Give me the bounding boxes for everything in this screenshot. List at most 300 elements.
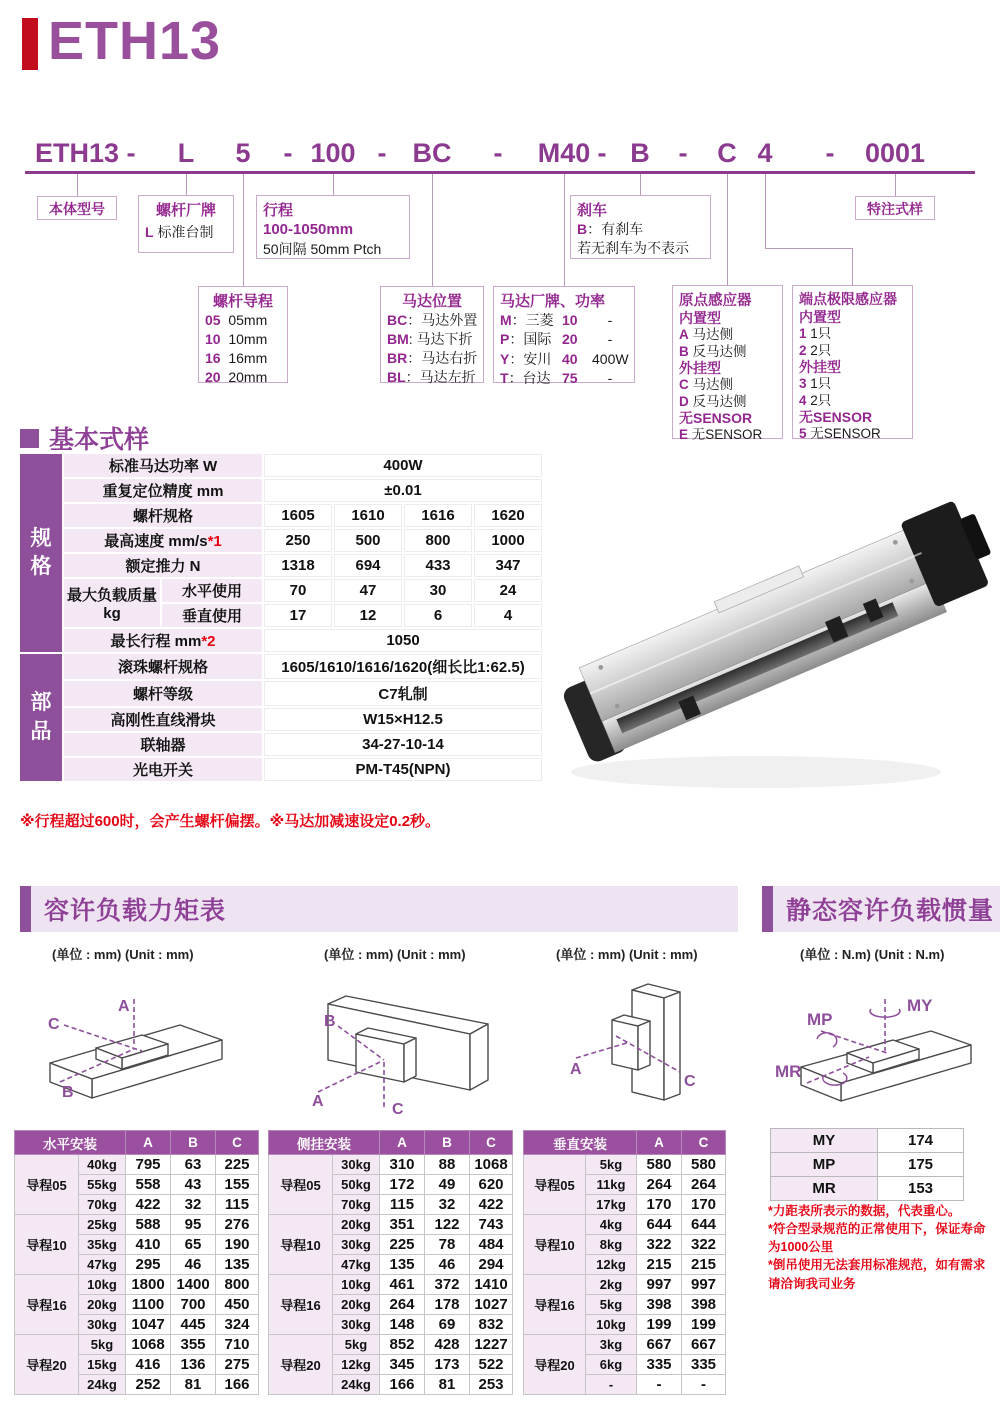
load-value: 1047	[126, 1315, 171, 1335]
spec-value: 4	[474, 604, 542, 627]
load-weight: 70kg	[79, 1195, 126, 1215]
load-value: 166	[380, 1375, 425, 1395]
load-weight: 12kg	[586, 1255, 637, 1275]
load-value: 264	[637, 1175, 682, 1195]
axis-a-line	[318, 1062, 380, 1092]
spec-value: PM-T45(NPN)	[264, 758, 542, 781]
load-value: 1400	[171, 1275, 216, 1295]
model-segment: -	[377, 138, 387, 168]
band-parts: 部品	[20, 654, 62, 781]
load-weight: 15kg	[79, 1355, 126, 1375]
load-weight: 5kg	[79, 1335, 126, 1355]
moment-name: MR	[771, 1177, 878, 1201]
moment-label-mp: MP	[807, 1010, 833, 1029]
load-value: 667	[637, 1335, 682, 1355]
lead-group-label: 导程05	[269, 1155, 333, 1215]
table-row	[524, 1155, 726, 1175]
callout-screw-lead	[198, 286, 288, 383]
table-row	[20, 733, 542, 756]
load-value: 1800	[126, 1275, 171, 1295]
model-segment: -	[678, 138, 688, 168]
load-value: -	[682, 1375, 726, 1395]
lead-row: 16 16mm	[205, 349, 268, 366]
load-weight: 11kg	[586, 1175, 637, 1195]
page-title: ETH13	[48, 11, 222, 71]
load-value: 170	[637, 1195, 682, 1215]
moment-name: MP	[771, 1153, 878, 1177]
spec-label: 高刚性直线滑块	[64, 708, 262, 731]
moment-value: 174	[878, 1129, 964, 1153]
callout-limit-sensor	[792, 285, 913, 442]
load-value: 46	[425, 1255, 470, 1275]
load-value: 252	[126, 1375, 171, 1395]
callout-row: L 标准台制	[145, 224, 214, 240]
load-value: 422	[470, 1195, 513, 1215]
spec-value: 1610	[334, 504, 402, 527]
load-value: 580	[682, 1155, 726, 1175]
table-row	[20, 758, 542, 781]
connector-line	[432, 174, 433, 286]
sensor-item: 4 2只	[799, 392, 832, 408]
lead-group-label: 导程10	[269, 1215, 333, 1275]
table-row	[15, 1275, 259, 1295]
lead-group-label: 导程20	[269, 1335, 333, 1395]
sensor-item: E 无SENSOR	[679, 427, 763, 443]
load-weight: 47kg	[79, 1255, 126, 1275]
load-weight: 2kg	[586, 1275, 637, 1295]
spec-value: 400W	[264, 454, 542, 477]
column-header: C	[470, 1131, 513, 1155]
load-value: 81	[171, 1375, 216, 1395]
spec-label: 螺杆等级	[64, 681, 262, 706]
load-weight: 5kg	[586, 1295, 637, 1315]
callout-motor-position	[380, 286, 484, 383]
axis-label-a: A	[570, 1061, 582, 1078]
spec-value: 433	[404, 554, 472, 577]
load-weight: 10kg	[333, 1275, 380, 1295]
model-segment: -	[493, 138, 503, 168]
spec-value: 24	[474, 579, 542, 602]
spec-value: 1000	[474, 529, 542, 552]
header-bullet	[20, 886, 31, 932]
lead-group-label: 导程20	[524, 1335, 586, 1395]
spec-value: 17	[264, 604, 332, 627]
table-row	[269, 1215, 513, 1235]
model-segment: B	[630, 138, 650, 168]
load-value: 1068	[126, 1335, 171, 1355]
load-weight: 24kg	[79, 1375, 126, 1395]
connector-line	[333, 174, 334, 195]
load-value: 997	[682, 1275, 726, 1295]
load-value: 69	[425, 1315, 470, 1335]
load-value: 322	[637, 1235, 682, 1255]
connector-line	[243, 174, 244, 286]
load-value: 264	[380, 1295, 425, 1315]
connector-line	[895, 174, 896, 196]
load-value: 136	[171, 1355, 216, 1375]
lead-group-label: 导程16	[269, 1275, 333, 1335]
load-value: 115	[216, 1195, 259, 1215]
load-weight: 70kg	[333, 1195, 380, 1215]
inertia-footnotes	[768, 1202, 996, 1293]
load-value: 461	[380, 1275, 425, 1295]
spec-value: 800	[404, 529, 472, 552]
spec-value: 70	[264, 579, 332, 602]
callout-title: 马达位置	[401, 293, 462, 310]
load-weight: 17kg	[586, 1195, 637, 1215]
table-row	[20, 579, 542, 602]
motor-brand-row: Y：安川 40 400W	[500, 350, 629, 367]
load-value: -	[637, 1375, 682, 1395]
moment-label-my: MY	[907, 996, 933, 1015]
spec-label: 联轴器	[64, 733, 262, 756]
model-segment: 4	[757, 138, 773, 168]
load-value: 416	[126, 1355, 171, 1375]
load-value: 122	[425, 1215, 470, 1235]
axis-label-c: C	[48, 1016, 60, 1033]
callout-title: 刹车	[577, 202, 608, 219]
connector-line	[765, 174, 766, 248]
model-segment: ETH13	[34, 138, 120, 168]
header-bullet	[20, 429, 39, 448]
lead-group-label: 导程05	[15, 1155, 79, 1215]
load-value: 1227	[470, 1335, 513, 1355]
load-value: 1410	[470, 1275, 513, 1295]
sensor-item: B 反马达侧	[679, 343, 747, 359]
load-value: 484	[470, 1235, 513, 1255]
load-value: 225	[380, 1235, 425, 1255]
moment-value: 153	[878, 1177, 964, 1201]
axis-label-a: A	[312, 1093, 324, 1110]
model-segment: 5	[235, 138, 251, 168]
load-weight: 30kg	[79, 1315, 126, 1335]
section-title: 静态容许负载惯量	[786, 897, 995, 925]
callout-title: 端点极限感应器	[799, 291, 897, 307]
table-row	[15, 1215, 259, 1235]
load-value: 78	[425, 1235, 470, 1255]
load-value: 63	[171, 1155, 216, 1175]
load-value: 294	[470, 1255, 513, 1275]
lead-group-label: 导程10	[15, 1215, 79, 1275]
load-value: 852	[380, 1335, 425, 1355]
band-spec: 规格	[20, 454, 62, 652]
callout-body-model	[37, 196, 117, 220]
sensor-item: C 马达侧	[679, 377, 734, 393]
callout-screw-brand	[138, 195, 234, 253]
axis-label-a: A	[118, 998, 130, 1015]
spec-label: 最高速度 mm/s*1	[64, 529, 262, 552]
sensor-subhead: 外挂型	[679, 360, 721, 377]
table-row	[15, 1335, 259, 1355]
load-weight: 12kg	[333, 1355, 380, 1375]
load-value: 178	[425, 1295, 470, 1315]
diagram-moment-axes	[765, 985, 1000, 1120]
load-value: 800	[216, 1275, 259, 1295]
load-value: 264	[682, 1175, 726, 1195]
spec-value: 1605	[264, 504, 332, 527]
moment-name: MY	[771, 1129, 878, 1153]
motor-pos-row: BC：马达外置	[387, 312, 478, 328]
load-value: 225	[216, 1155, 259, 1175]
load-value: 215	[682, 1255, 726, 1275]
spec-value: 1620	[474, 504, 542, 527]
load-value: 558	[126, 1175, 171, 1195]
load-value: 173	[425, 1355, 470, 1375]
spec-value: 1605/1610/1616/1620(细长比1:62.5)	[264, 654, 542, 679]
sensor-item: 1 1只	[799, 326, 832, 342]
axis-label-c: C	[684, 1073, 696, 1090]
title-accent-bar	[22, 18, 38, 70]
connector-line	[765, 248, 853, 249]
connector-line	[77, 174, 78, 196]
load-weight: 10kg	[79, 1275, 126, 1295]
sensor-item: 5 无SENSOR	[799, 426, 881, 442]
load-value: 215	[637, 1255, 682, 1275]
mp-rotation-arrow	[817, 1033, 837, 1047]
load-value: 43	[171, 1175, 216, 1195]
spec-label: 最大负载质量 kg	[64, 579, 160, 627]
lead-group-label: 导程10	[524, 1215, 586, 1275]
load-value: 428	[425, 1335, 470, 1355]
basic-spec-heading	[20, 420, 149, 456]
connector-line	[186, 174, 187, 195]
column-header: A	[126, 1131, 171, 1155]
load-weight: 47kg	[333, 1255, 380, 1275]
model-segment: C	[717, 138, 737, 168]
spec-value: 34-27-10-14	[264, 733, 542, 756]
slider-side-face	[404, 1038, 416, 1082]
callout-motor-brand	[493, 286, 635, 386]
column-header: C	[216, 1131, 259, 1155]
callout-brake	[570, 195, 711, 259]
spec-label: 滚珠螺杆规格	[64, 654, 262, 679]
load-weight: 20kg	[79, 1295, 126, 1315]
connector-line	[640, 174, 641, 195]
load-value: 88	[425, 1155, 470, 1175]
table-row	[20, 504, 542, 527]
spec-value: 1616	[404, 504, 472, 527]
load-value: 588	[126, 1215, 171, 1235]
load-value: 190	[216, 1235, 259, 1255]
spec-sublabel: 垂直使用	[162, 604, 262, 627]
rail-side-face	[470, 1024, 488, 1090]
load-value: 170	[682, 1195, 726, 1215]
load-weight: 20kg	[333, 1215, 380, 1235]
callout-title: 螺杆厂牌	[155, 202, 216, 219]
load-weight: 4kg	[586, 1215, 637, 1235]
load-value: 580	[637, 1155, 682, 1175]
callout-title: 螺杆导程	[212, 293, 273, 310]
table-row	[20, 629, 542, 652]
section-title: 基本式样	[49, 426, 150, 454]
spec-value: 500	[334, 529, 402, 552]
load-weight: 30kg	[333, 1315, 380, 1335]
load-value: 620	[470, 1175, 513, 1195]
spec-value: ±0.01	[264, 479, 542, 502]
table-row	[771, 1129, 964, 1153]
table-row	[269, 1155, 513, 1175]
spec-label: 光电开关	[64, 758, 262, 781]
load-value: 65	[171, 1235, 216, 1255]
model-segment: 0001	[864, 138, 926, 168]
sensor-item: A 马达侧	[679, 327, 734, 343]
lead-row: 10 10mm	[205, 330, 268, 347]
load-value: 32	[425, 1195, 470, 1215]
table-row	[771, 1153, 964, 1177]
axis-label-c: C	[392, 1101, 404, 1118]
connector-line	[727, 174, 728, 285]
spec-value: 12	[334, 604, 402, 627]
table-row	[20, 529, 542, 552]
load-value: 1100	[126, 1295, 171, 1315]
load-value: 997	[637, 1275, 682, 1295]
load-value: 398	[637, 1295, 682, 1315]
load-weight: 30kg	[333, 1235, 380, 1255]
sensor-subhead: 外挂型	[799, 359, 841, 376]
table-row	[524, 1275, 726, 1295]
product-photo	[556, 460, 1000, 800]
load-value: 743	[470, 1215, 513, 1235]
load-value: 135	[216, 1255, 259, 1275]
model-segment: BC	[412, 138, 452, 168]
table-row	[20, 479, 542, 502]
load-value: 46	[171, 1255, 216, 1275]
load-value: 422	[126, 1195, 171, 1215]
table-row	[269, 1335, 513, 1355]
sensor-item: 2 2只	[799, 342, 832, 358]
motor-pos-row: BR：马达右折	[387, 349, 478, 366]
load-weight: 3kg	[586, 1335, 637, 1355]
load-value: 253	[470, 1375, 513, 1395]
table-title: 侧挂安装	[269, 1131, 380, 1155]
callout-special	[855, 196, 935, 220]
load-value: 832	[470, 1315, 513, 1335]
load-weight: 25kg	[79, 1215, 126, 1235]
moment-label-mr: MR	[775, 1062, 802, 1081]
spec-value: 1050	[264, 629, 542, 652]
load-value: 351	[380, 1215, 425, 1235]
load-weight: 30kg	[333, 1155, 380, 1175]
column-header: C	[682, 1131, 726, 1155]
callout-title: 特注式样	[867, 201, 923, 217]
load-weight: 35kg	[79, 1235, 126, 1255]
load-value: 32	[171, 1195, 216, 1215]
table-title: 垂直安装	[524, 1131, 637, 1155]
table-row	[524, 1215, 726, 1235]
load-value: 49	[425, 1175, 470, 1195]
spec-value: 47	[334, 579, 402, 602]
spec-value: W15×H12.5	[264, 708, 542, 731]
load-weight: 24kg	[333, 1375, 380, 1395]
product-shadow	[571, 756, 941, 788]
rail-side-face	[664, 992, 680, 1100]
lead-group-label: 导程05	[524, 1155, 586, 1215]
load-value: 1027	[470, 1295, 513, 1315]
load-value: 445	[171, 1315, 216, 1335]
sensor-subhead: 内置型	[679, 310, 721, 326]
load-value: 275	[216, 1355, 259, 1375]
callout-title: 行程	[263, 202, 294, 219]
table-row	[20, 681, 542, 706]
connector-line	[564, 174, 565, 286]
stroke-range: 100-1050mm	[263, 221, 354, 238]
load-value: 710	[216, 1335, 259, 1355]
load-value: 372	[425, 1275, 470, 1295]
callout-origin-sensor	[672, 285, 783, 443]
model-segment: -	[126, 138, 136, 168]
diagram-side-mount	[292, 982, 502, 1122]
callout-title: 本体型号	[49, 201, 105, 217]
static-inertia-heading	[762, 886, 1000, 932]
unit-label: (单位 : mm) (Unit : mm)	[52, 947, 194, 962]
sensor-item: D 反马达侧	[679, 393, 747, 409]
section-title: 容许负载力矩表	[44, 897, 227, 925]
load-value: 81	[425, 1375, 470, 1395]
unit-label: (单位 : mm) (Unit : mm)	[324, 947, 466, 962]
load-weight: 10kg	[586, 1315, 637, 1335]
motor-brand-row: M：三菱 10 -	[500, 312, 613, 328]
motor-brand-row: P：国际 20 -	[500, 331, 613, 348]
load-value: 667	[682, 1335, 726, 1355]
slider-front-face	[612, 1020, 638, 1070]
load-value: 410	[126, 1235, 171, 1255]
footnote: *符合型录规范的正常使用下，保证寿命为1000公里	[768, 1222, 986, 1255]
table-row	[20, 454, 542, 477]
table-row	[20, 654, 542, 679]
table-row	[771, 1177, 964, 1201]
load-value: 398	[682, 1295, 726, 1315]
load-value: 335	[682, 1355, 726, 1375]
model-segment: 100	[310, 138, 356, 168]
spec-label: 螺杆规格	[64, 504, 262, 527]
table-row	[269, 1275, 513, 1295]
spec-label: 重复定位精度 mm	[64, 479, 262, 502]
spec-label: 额定推力 N	[64, 554, 262, 577]
load-value: 135	[380, 1255, 425, 1275]
spec-note: ※行程超过600时，会产生螺杆偏摆。※马达加减速设定0.2秒。	[20, 813, 441, 830]
spec-sublabel: 水平使用	[162, 579, 262, 602]
load-value: 345	[380, 1355, 425, 1375]
table-row	[20, 708, 542, 731]
column-header: A	[380, 1131, 425, 1155]
load-value: 795	[126, 1155, 171, 1175]
brake-note: 若无刹车为不表示	[577, 239, 689, 256]
lead-group-label: 导程16	[15, 1275, 79, 1335]
basic-spec-table	[18, 452, 544, 783]
footnote: *倒吊使用无法套用标准规范，如有需求请洽询我司业务	[768, 1258, 986, 1291]
header-bullet	[762, 886, 773, 932]
load-weight: 8kg	[586, 1235, 637, 1255]
load-value: 295	[126, 1255, 171, 1275]
unit-label: (单位 : N.m) (Unit : N.m)	[800, 947, 945, 962]
spec-value: 694	[334, 554, 402, 577]
load-value: 199	[682, 1315, 726, 1335]
load-value: 355	[171, 1335, 216, 1355]
brake-option: B：有刹车	[577, 221, 644, 237]
load-value: 172	[380, 1175, 425, 1195]
model-segment: M40	[537, 138, 591, 168]
stroke-pitch: 50间隔 50mm Ptch	[263, 241, 382, 258]
vertical-mount-table	[523, 1130, 726, 1395]
spec-label: 标准马达功率 W	[64, 454, 262, 477]
horizontal-mount-table	[14, 1130, 259, 1395]
diagram-vertical-mount	[548, 978, 728, 1126]
lead-row: 05 05mm	[205, 312, 268, 328]
load-weight: 50kg	[333, 1175, 380, 1195]
load-moment-heading	[20, 886, 738, 932]
connector-line	[852, 248, 853, 285]
sensor-subhead: 无SENSOR	[799, 409, 873, 426]
